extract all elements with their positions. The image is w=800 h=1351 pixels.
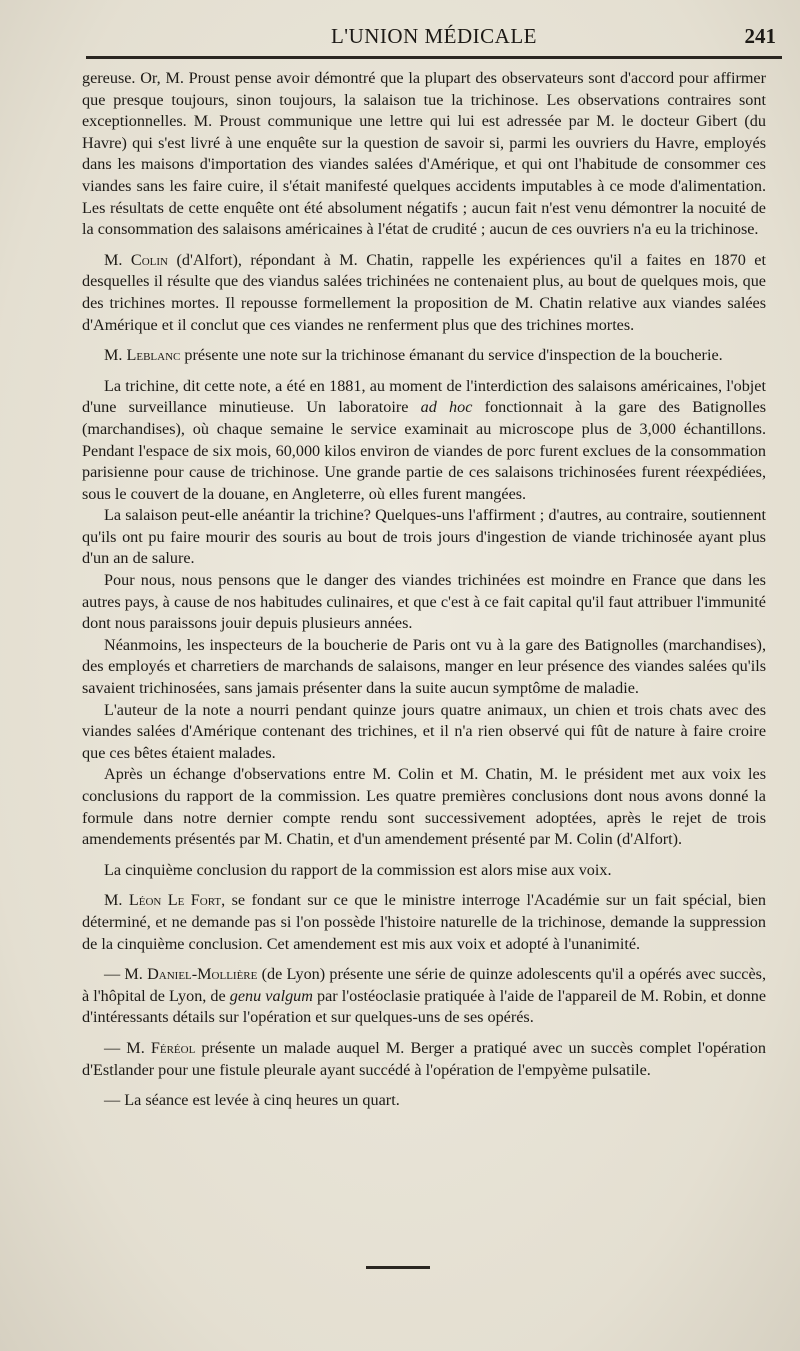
paragraph-conclusions: Après un échange d'observations entre M. Colin et M. Chatin, M. le président met aux voix les conclusions du rapport de la commission. Les quatre premières conclusions dont nous avons donné la formule dans notre dernier compte rendu sont successivement adoptées, après le rejet de trois amendements présentés par M. Chatin, et d'un amendement présenté par M. Colin (d'Alfort). <box>82 765 766 849</box>
header-rule <box>86 56 782 59</box>
speaker-name: — M. Daniel-Mollière <box>104 965 258 984</box>
paragraph-colin: M. Colin (d'Alfort), répondant à M. Chatin, rappelle les expériences qu'il a faites en 1870 et desquelles il résulte que des viandus salées trichinées ne contenaient plus, au bout de quelques mois, que des trichines mortes. Il repousse formellement la proposition de M. Chatin relative aux viandes salées d'Amérique et il conclut que ces viandes ne renferment plus que des trichines mortes. <box>82 250 766 334</box>
paragraph-cinquieme: La cinquième conclusion du rapport de la commission est alors mise aux voix. <box>104 860 612 879</box>
page-header <box>86 22 782 52</box>
paragraph-danger: Pour nous, nous pensons que le danger des viandes trichinées est moindre en France que dans les autres pays, à cause de nos habitudes culinaires, et que c'est à ce fait capital qu'il faut attribuer l'immunité dont nous paraissons jouir depuis plusieurs années. <box>82 571 766 633</box>
paragraph-inspecteurs: Néanmoins, les inspecteurs de la boucherie de Paris ont vu à la gare des Batignolles (marchandises), des employés et charretiers de marchands de salaisons, manger en leur présence des viandes salées qu'ils savaient trichinosées, sans jamais présenter dans la suite aucun symptôme de maladie. <box>82 635 766 698</box>
paragraph-salaison: La salaison peut-elle anéantir la trichine? Quelques-uns l'affirment ; d'autres, au contraire, soutiennent qu'ils ont pu faire mourir des souris au bout de trois jours d'ingestion de viande trichinosée ayant plus d'un an de salure. <box>82 506 766 568</box>
paragraph-seance-levee: — La séance est levée à cinq heures un quart. <box>104 1091 400 1110</box>
paragraph-leblanc: M. Leblanc présente une note sur la trichinose émanant du service d'inspection de la boucherie. <box>104 346 723 365</box>
paragraph-fereol: — M. Féréol présente un malade auquel M. Berger a pratiqué avec un succès complet l'opération d'Estlander pour une fistule pleurale ayant succédé à l'opération de l'empyème pulsatile. <box>82 1038 766 1079</box>
page-number: 241 <box>744 24 776 48</box>
closing-rule <box>366 1266 430 1269</box>
paragraph-trichine-note: La trichine, dit cette note, a été en 1881, au moment de l'interdiction des salaisons américaines, l'objet d'une surveillance minutieuse. Un laboratoire ad hoc fonctionnait à la gare des Batignolles (marchandises), où chaque semaine le service examinait au microscope plus de 3,000 échantillons. Pendant l'espace de six mois, 60,000 kilos environ de viandes de porc furent exclues de la consommation parisienne pour cause de trichinose. Une grande partie de ces salaisons trichinosées furent réexpédiées, sous le couvert de la douane, en Angleterre, où elles furent mangées. <box>82 376 766 503</box>
speaker-name: — M. Féréol <box>104 1038 196 1057</box>
speaker-name: M. Leblanc <box>104 346 181 365</box>
article-body <box>82 68 766 1112</box>
speaker-name: M. Colin <box>104 250 168 269</box>
paragraph-daniel-molliere: — M. Daniel-Mollière (de Lyon) présente une série de quinze adolescents qu'il a opérés avec succès, à l'hôpital de Lyon, de genu valgum par l'ostéoclasie pratiquée à l'aide de l'appareil de M. Robin, et donne d'intéressants détails sur l'opération et sur quelques-uns de ses opérés. <box>82 965 766 1027</box>
paragraph-proust: gereuse. Or, M. Proust pense avoir démontré que la plupart des observateurs sont d'accord pour affirmer que presque toujours, sinon toujours, la salaison tue la trichinose. Les observations contraires sont exceptionnelles. M. Proust communique une lettre qui lui est adressée par M. le docteur Gibert (du Havre) qui s'est livré à une enquête sur la question de savoir si, parmi les ouvriers du Havre, employés dans les maisons d'importation des viandes salées d'Amérique, et qui ont l'habitude de consommer ces viandes sans les faire cuire, il s'était manifesté quelques accidents imputables à ce mode d'alimentation. Les résultats de cette enquête ont été absolument négatifs ; aucun fait n'est venu démontrer la nocuité de la consommation des salaisons américaines à l'état de crudité ; aucun de ces ouvriers n'a eu la trichinose. <box>82 69 766 239</box>
paragraph-auteur: L'auteur de la note a nourri pendant quinze jours quatre animaux, un chien et trois chats avec des viandes salées d'Amérique contenant des trichines, et il n'a rien observé qui fût de nature à faire croire que ces bêtes étaient malades. <box>82 700 766 762</box>
speaker-name: M. Léon Le Fort <box>104 891 222 910</box>
journal-title: L'UNION MÉDICALE <box>330 24 537 48</box>
paragraph-le-fort: M. Léon Le Fort, se fondant sur ce que le ministre interroge l'Académie sur un fait spécial, bien déterminé, et ne demande pas si l'on possède l'histoire naturelle de la trichinose, demande la suppression de la cinquième conclusion. Cet amendement est mis aux voix et adopté à l'unanimité. <box>82 891 766 953</box>
